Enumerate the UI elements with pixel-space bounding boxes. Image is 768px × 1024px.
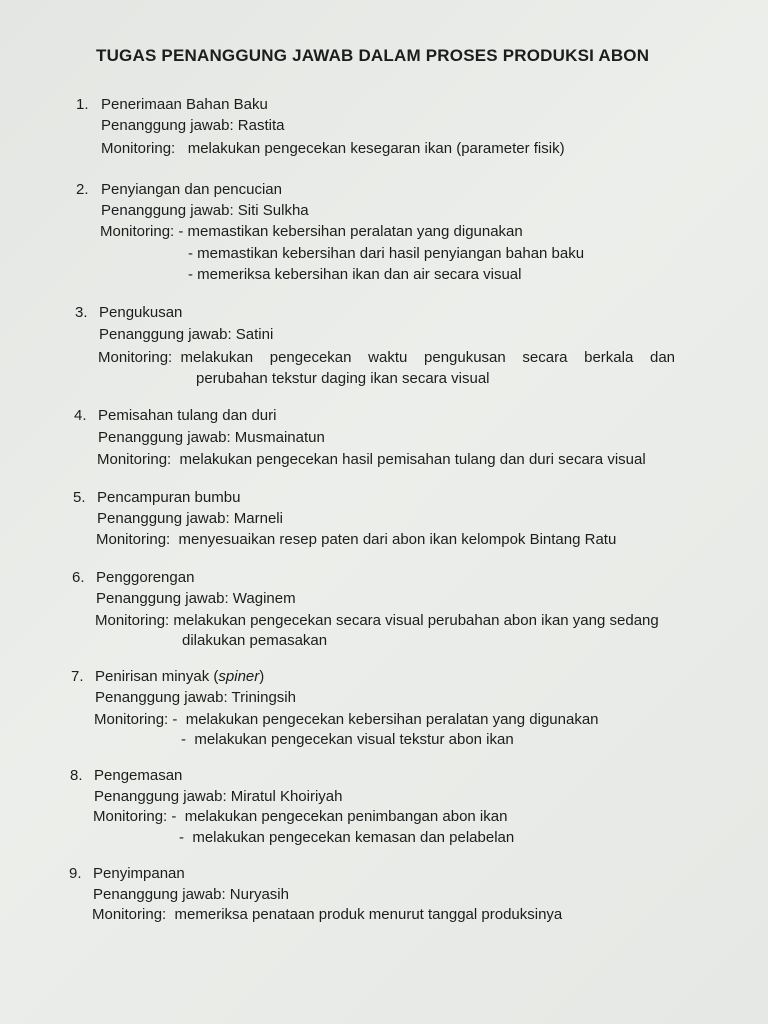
item-monitoring: Monitoring: memeriksa penataan produk menurut tanggal produksinya: [92, 906, 563, 923]
item-monitoring: Monitoring: melakukan pengecekan waktu pengukusan secara berkala dan: [98, 349, 676, 366]
item-monitoring-cont: dilakukan pemasakan: [182, 632, 328, 649]
item-monitoring: Monitoring: melakukan pengecekan hasil pemisahan tulang dan duri secara visual: [97, 451, 646, 468]
item-monitoring: Monitoring: - melakukan pengecekan penimbangan abon ikan: [93, 808, 508, 825]
item-pj: Penanggung jawab: Rastita: [101, 117, 285, 134]
item-monitoring-cont: - memastikan kebersihan dari hasil penyiangan bahan baku: [188, 245, 585, 262]
item-name: Penyimpanan: [93, 865, 185, 882]
document-title: TUGAS PENANGGUNG JAWAB DALAM PROSES PRODUKSI ABON: [96, 46, 650, 65]
item-number: 7.: [71, 668, 84, 685]
item-name-italic: spiner: [218, 668, 260, 685]
item-pj: Penanggung jawab: Triningsih: [95, 689, 296, 706]
item-pj: Penanggung jawab: Miratul Khoiriyah: [94, 788, 343, 805]
item-name: [95, 666, 264, 687]
item-monitoring-cont: - memeriksa kebersihan ikan dan air secara visual: [188, 266, 522, 283]
item-name: Penerimaan Bahan Baku: [101, 96, 268, 113]
item-monitoring-cont: - melakukan pengecekan kemasan dan pelabelan: [179, 829, 515, 846]
item-monitoring-cont: perubahan tekstur daging ikan secara visual: [196, 370, 490, 387]
item-name: Pengukusan: [99, 304, 183, 321]
item-pj: Penanggung jawab: Musmainatun: [98, 429, 325, 446]
item-name-text: Penirisan minyak (: [95, 668, 219, 685]
item-name: Penggorengan: [96, 569, 195, 586]
item-name: Penyiangan dan pencucian: [101, 181, 282, 198]
item-pj: Penanggung jawab: Marneli: [97, 510, 283, 527]
item-name: Pencampuran bumbu: [97, 489, 241, 506]
item-number: 5.: [73, 489, 86, 506]
item-number: 1.: [76, 96, 89, 113]
item-pj: Penanggung jawab: Nuryasih: [93, 886, 289, 903]
item-pj: Penanggung jawab: Waginem: [96, 590, 296, 607]
item-name: Pemisahan tulang dan duri: [98, 407, 277, 424]
item-monitoring-cont: - melakukan pengecekan visual tekstur abon ikan: [181, 731, 514, 748]
item-number: 4.: [74, 407, 87, 424]
item-number: 3.: [75, 304, 88, 321]
item-monitoring: Monitoring: - melakukan pengecekan kebersihan peralatan yang digunakan: [94, 711, 599, 728]
item-monitoring: Monitoring: melakukan pengecekan kesegaran ikan (parameter fisik): [101, 140, 565, 157]
item-monitoring: Monitoring: melakukan pengecekan secara visual perubahan abon ikan yang sedang: [95, 612, 659, 629]
item-monitoring: Monitoring: - memastikan kebersihan peralatan yang digunakan: [100, 223, 523, 240]
item-pj: Penanggung jawab: Siti Sulkha: [101, 202, 309, 219]
item-pj: Penanggung jawab: Satini: [99, 326, 274, 343]
item-number: 8.: [70, 767, 83, 784]
item-number: 6.: [72, 569, 85, 586]
item-name-text-end: ): [259, 668, 265, 685]
item-number: 9.: [69, 865, 82, 882]
item-name: Pengemasan: [94, 767, 183, 784]
item-number: 2.: [76, 181, 89, 198]
item-monitoring: Monitoring: menyesuaikan resep paten dari abon ikan kelompok Bintang Ratu: [96, 531, 617, 548]
